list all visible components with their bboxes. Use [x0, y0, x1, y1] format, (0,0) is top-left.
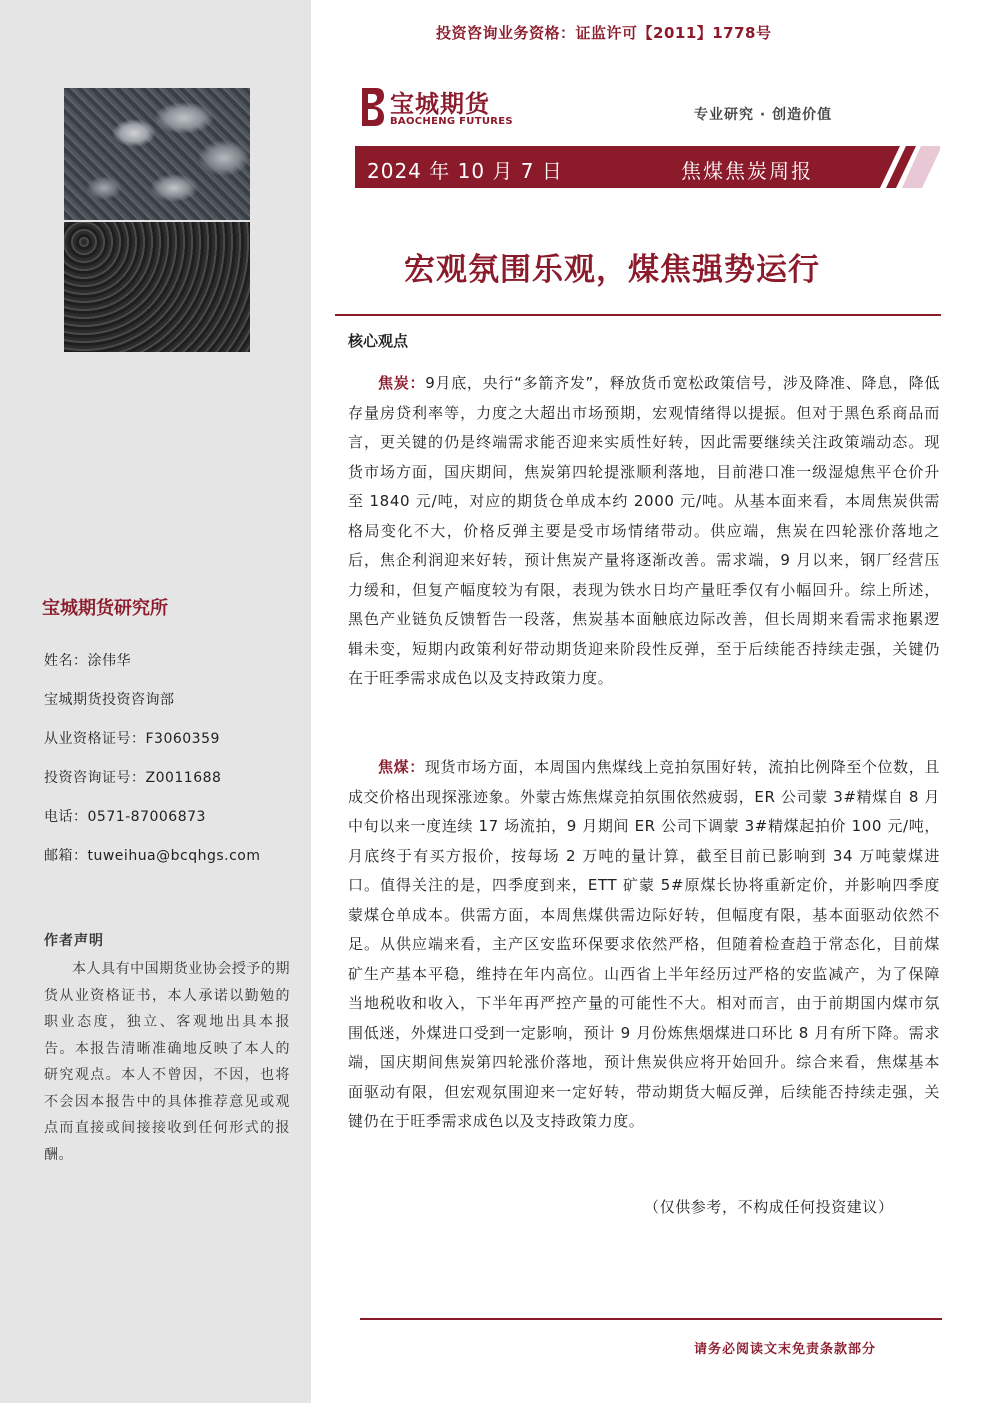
coke-lead: 焦炭：	[378, 374, 426, 392]
report-banner	[355, 146, 940, 188]
coal-photo-top	[64, 88, 250, 220]
coke-photo-bottom	[64, 222, 250, 352]
logo-mark-icon	[356, 84, 386, 130]
coking-coal-text: 现货市场方面，本周国内焦煤线上竞拍氛围好转，流拍比例降至个位数，且成交价格出现探涨迹象。外蒙古炼焦煤竞拍氛围依然疲弱，ER 公司蒙 3#精煤自 8 月中旬以来一度连续 17 场流拍，9 月期间 ER 公司下调蒙 3#精煤起拍价 100 元/吨，月底终于有买方报价，按每场 2 万吨的量计算，截至目前已影响到 34 万吨蒙煤进口。值得关注的是，四季度到来，ETT 矿蒙 5#原煤长协将重新定价，并影响四季度蒙煤仓单成本。供需方面，本周焦煤供需边际好转，但幅度有限，基本面驱动依然不足。从供应端来看，主产区安监环保要求依然严格，但随着检查趋于常态化，目前煤矿生产基本平稳，维持在年内高位。山西省上半年经历过严格的安监减产，为了保障当地税收和收入，下半年再严控产量的可能性不大。相对而言，由于前期国内煤市氛围低迷，外煤进口受到一定影响，预计 9 月份炼焦烟煤进口环比 8 月有所下降。需求端，国庆期间焦炭第四轮涨价落地，预计焦炭供应将开始回升。综合来看，焦煤基本面驱动有限，但宏观氛围迎来一定好转，带动期货大幅反弹，后续能否持续走强，关键仍在于旺季需求成色以及支持政策力度。	[348, 758, 940, 1130]
coking-coal-lead: 焦煤：	[378, 758, 425, 776]
company-logo	[356, 84, 526, 134]
sidebar	[0, 0, 311, 1403]
coking-coal-paragraph	[348, 753, 940, 1137]
company-slogan: 专业研究 · 创造价值	[694, 107, 833, 123]
qualification-line: 投资咨询业务资格：证监许可【2011】1778号	[436, 24, 772, 42]
footer-disclaimer-link: 请务必阅读文末免责条款部分	[694, 1342, 877, 1357]
logo-english-name: BAOCHENG FUTURES	[390, 116, 513, 127]
reference-note: （仅供参考，不构成任何投资建议）	[644, 1198, 894, 1216]
report-type: 焦煤焦炭周报	[681, 159, 813, 183]
core-views-heading: 核心观点	[348, 332, 409, 350]
author-email: 邮箱：tuweihua@bcqhgs.com	[44, 848, 261, 864]
institute-name: 宝城期货研究所	[42, 598, 168, 619]
author-phone: 电话：0571-87006873	[44, 809, 206, 825]
author-department: 宝城期货投资咨询部	[44, 692, 175, 708]
author-name: 姓名：涂伟华	[44, 653, 131, 669]
report-title: 宏观氛围乐观，煤焦强势运行	[404, 252, 820, 288]
footer-divider	[360, 1318, 942, 1320]
coke-text: 9月底，央行“多箭齐发”，释放货币宽松政策信号，涉及降准、降息，降低存量房贷利率等，力度之大超出市场预期，宏观情绪得以提振。但对于黑色系商品而言，更关键的仍是终端需求能否迎来实质性好转，因此需要继续关注政策端动态。现货市场方面，国庆期间，焦炭第四轮提涨顺利落地，目前港口准一级湿熄焦平仓价升至 1840 元/吨，对应的期货仓单成本约 2000 元/吨。从基本面来看，本周焦炭供需格局变化不大，价格反弹主要是受市场情绪带动。供应端，焦炭在四轮涨价落地之后，焦企利润迎来好转，预计焦炭产量将逐渐改善。需求端，9 月以来，钢厂经营压力缓和，但复产幅度较为有限，表现为铁水日均产量旺季仅有小幅回升。综上所述，黑色产业链负反馈暂告一段落，焦炭基本面触底边际改善，但长周期来看需求拖累逻辑未变，短期内政策利好带动期货迎来阶段性反弹，至于后续能否持续走强，关键仍在于旺季需求成色以及支持政策力度。	[348, 374, 940, 687]
logo-chinese-name: 宝城期货	[390, 90, 490, 118]
statement-heading: 作者声明	[44, 933, 104, 949]
author-consult-number: 投资咨询证号：Z0011688	[44, 770, 222, 786]
title-divider	[335, 314, 941, 316]
statement-body: 本人具有中国期货业协会授予的期货从业资格证书，本人承诺以勤勉的职业态度，独立、客观地出具本报告。本报告清晰准确地反映了本人的研究观点。本人不曾因，不因，也将不会因本报告中的具体推荐意见或观点而直接或间接接收到任何形式的报酬。	[44, 961, 290, 1163]
coke-paragraph	[348, 369, 940, 694]
report-date: 2024 年 10 月 7 日	[367, 159, 563, 183]
author-cert-number: 从业资格证号：F3060359	[44, 731, 220, 747]
